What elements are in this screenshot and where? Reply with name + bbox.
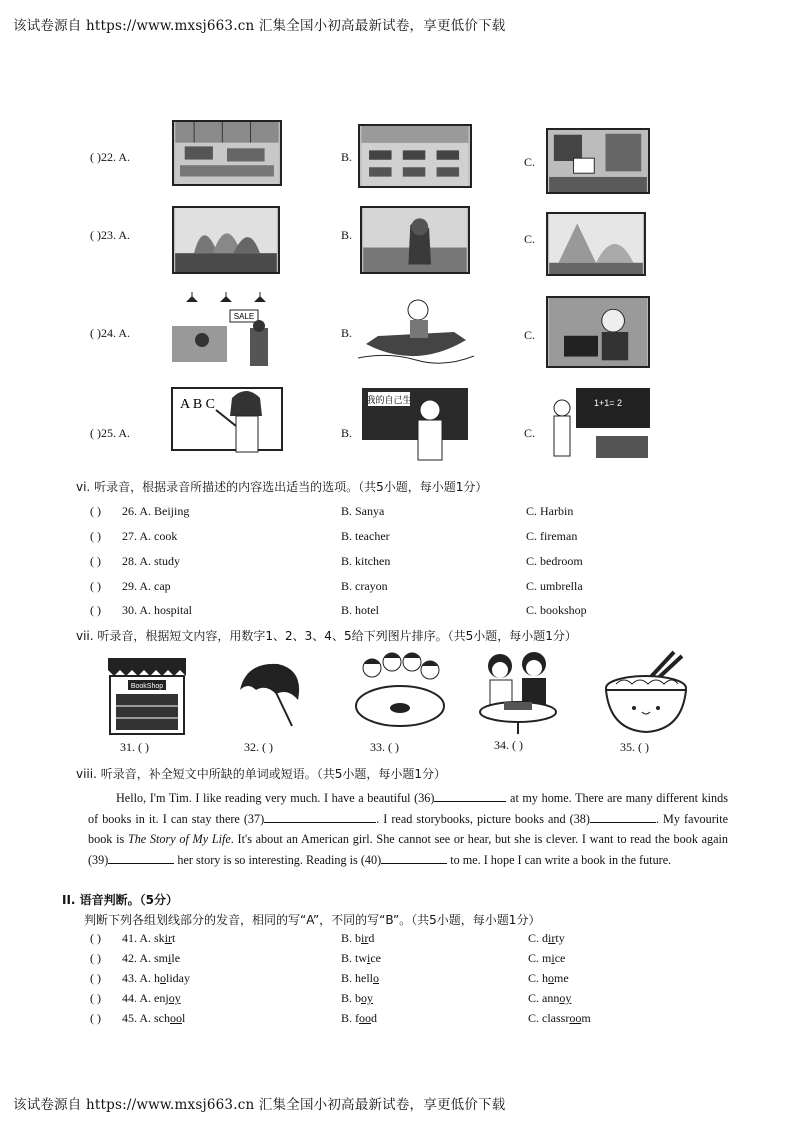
- section-viii-title: viii. 听录音，补全短文中所缺的单词或短语。（共5小题，每小题1分）: [76, 767, 447, 781]
- q24-b-boat-picture: [358, 292, 474, 370]
- q28-option-c: C. bedroom: [526, 554, 583, 568]
- q25-c-label: C.: [524, 426, 536, 440]
- passage-book-title: The Story of My Life: [127, 832, 231, 847]
- q22-a-library-picture: [172, 120, 282, 186]
- q44-option-c: C. annoy: [528, 991, 572, 1005]
- q29-option-b: B. crayon: [341, 579, 388, 593]
- q26-option-c: C. Harbin: [526, 504, 574, 518]
- q45-option-a: 45. A. school: [122, 1011, 186, 1025]
- q27-option-c: C. fireman: [526, 529, 578, 543]
- seq-reading-together-picture: [478, 650, 558, 736]
- passage-part-1: Hello, I'm Tim. I like reading very much. I have a beautiful (36): [116, 791, 435, 805]
- q22-c-study-room-picture: [546, 128, 650, 194]
- q41-option-b: B. bird: [341, 931, 375, 945]
- q22-b-classroom-picture: [358, 124, 472, 188]
- question-23-label: ( )23. A.: [90, 228, 130, 242]
- q43-option-c: C. home: [528, 971, 569, 985]
- q27-option-b: B. teacher: [341, 529, 390, 543]
- seq-bookshop-picture: [106, 656, 188, 736]
- q41-option-c: C. dirty: [528, 931, 565, 945]
- q25-math-board-text: 1+1= 2: [594, 398, 623, 408]
- q30-option-c: C. bookshop: [526, 603, 587, 617]
- q45-option-c: C. classroom: [528, 1011, 591, 1025]
- q27-option-a: 27. A. cook: [122, 529, 178, 543]
- blank-39[interactable]: [108, 852, 174, 864]
- q24-c-label: C.: [524, 328, 536, 342]
- q25-b-label: B.: [341, 426, 353, 440]
- q23-b-label: B.: [341, 228, 353, 242]
- q44-paren: ( ): [90, 991, 101, 1005]
- question-25-label: ( )25. A.: [90, 426, 130, 440]
- passage-text: [88, 788, 728, 870]
- passage-part-6: her story is so interesting. Reading is (40): [174, 852, 382, 867]
- q44-option-a: 44. A. enjoy: [122, 991, 181, 1005]
- q43-option-b: B. hello: [341, 971, 379, 985]
- q22-b-label: B.: [341, 150, 353, 164]
- q42-option-b: B. twice: [341, 951, 382, 965]
- seq-umbrella-picture: [236, 660, 306, 732]
- passage-part-3: . I read storybooks, picture books and (38): [376, 811, 590, 826]
- q44-option-b: B. boy: [341, 991, 374, 1005]
- q28-paren: ( ): [90, 554, 101, 568]
- section-II-instruction: 判断下列各组划线部分的发音，相同的写“A”，不同的写“B”。（共5小题，每小题1分）: [84, 913, 541, 927]
- blank-40[interactable]: [381, 852, 447, 864]
- seq-label-33: 33. ( ): [370, 740, 399, 754]
- q24-b-label: B.: [341, 326, 353, 340]
- passage-part-7: to me. I hope I can write a book in the future.: [447, 852, 672, 867]
- passage-part-5: . It's about an American girl. She cannot see or hear, but she is clever. I want to read the book again (39): [88, 832, 729, 867]
- blank-38[interactable]: [590, 811, 656, 823]
- q30-option-a: 30. A. hospital: [122, 603, 193, 617]
- q28-option-b: B. kitchen: [341, 554, 391, 568]
- section-vi-title: vi. 听录音，根据录音所描述的内容选出适当的选项。（共5小题，每小题1分）: [76, 480, 488, 494]
- passage-part-4: . My favourite book is: [88, 811, 728, 847]
- seq-label-31: 31. ( ): [120, 740, 149, 754]
- q26-option-b: B. Sanya: [341, 504, 385, 518]
- seq-label-32: 32. ( ): [244, 740, 273, 754]
- passage-part-2: at my home. There are many different kinds of books in it. I can stay there (37): [88, 791, 728, 826]
- section-II-title: II. 语音判断。（5分）: [62, 893, 179, 907]
- seq-bookshop-sign: BookShop: [130, 683, 164, 690]
- q23-b-merlion-picture: [360, 206, 470, 274]
- seq-family-dinner-picture: [354, 650, 446, 734]
- q23-c-label: C.: [524, 232, 536, 246]
- q45-paren: ( ): [90, 1011, 101, 1025]
- seq-label-34: 34. ( ): [494, 738, 523, 752]
- blank-36[interactable]: [434, 790, 506, 802]
- page-header-source: 该试卷源自 https://www.mxsj663.cn 汇集全国小初高最新试卷，享更低价下载: [13, 18, 506, 34]
- q45-option-b: B. food: [341, 1011, 377, 1025]
- blank-37[interactable]: [264, 811, 376, 823]
- question-24-label: ( )24. A.: [90, 326, 130, 340]
- q41-paren: ( ): [90, 931, 101, 945]
- q30-paren: ( ): [90, 603, 101, 617]
- q25-b-chinese-class-picture: [360, 388, 470, 464]
- seq-label-35: 35. ( ): [620, 740, 649, 754]
- q22-c-label: C.: [524, 155, 536, 169]
- q29-option-a: 29. A. cap: [122, 579, 171, 593]
- q43-option-a: 43. A. holiday: [122, 971, 191, 985]
- q29-paren: ( ): [90, 579, 101, 593]
- q24-sale-sign-text: SALE: [233, 312, 255, 321]
- q43-paren: ( ): [90, 971, 101, 985]
- q26-option-a: 26. A. Beijing: [122, 504, 190, 518]
- q25-a-teacher-abc-picture: [170, 386, 284, 466]
- question-22-label: ( )22. A.: [90, 150, 130, 164]
- seq-noodles-picture: [604, 650, 688, 736]
- q29-option-c: C. umbrella: [526, 579, 583, 593]
- q25-abc-board-text: A B C: [180, 397, 216, 412]
- section-vii-title: vii. 听录音，根据短文内容，用数字1、2、3、4、5给下列图片排序。（共5小题，每小题1分）: [76, 629, 577, 643]
- q23-c-landmark-picture: [546, 212, 646, 276]
- q23-a-sydney-opera-house-picture: [172, 206, 280, 274]
- q42-paren: ( ): [90, 951, 101, 965]
- q24-c-reading-picture: [546, 296, 650, 368]
- q25-board-chinese-text: 我的自己生: [366, 396, 412, 406]
- q30-option-b: B. hotel: [341, 603, 379, 617]
- q26-paren: ( ): [90, 504, 101, 518]
- q27-paren: ( ): [90, 529, 101, 543]
- q28-option-a: 28. A. study: [122, 554, 181, 568]
- q42-option-a: 42. A. smile: [122, 951, 181, 965]
- page-footer-source: 该试卷源自 https://www.mxsj663.cn 汇集全国小初高最新试卷，享更低价下载: [13, 1097, 506, 1113]
- q24-a-shop-sale-picture: [170, 292, 284, 372]
- q42-option-c: C. mice: [528, 951, 566, 965]
- q41-option-a: 41. A. skirt: [122, 931, 176, 945]
- q25-c-math-class-picture: [546, 388, 650, 462]
